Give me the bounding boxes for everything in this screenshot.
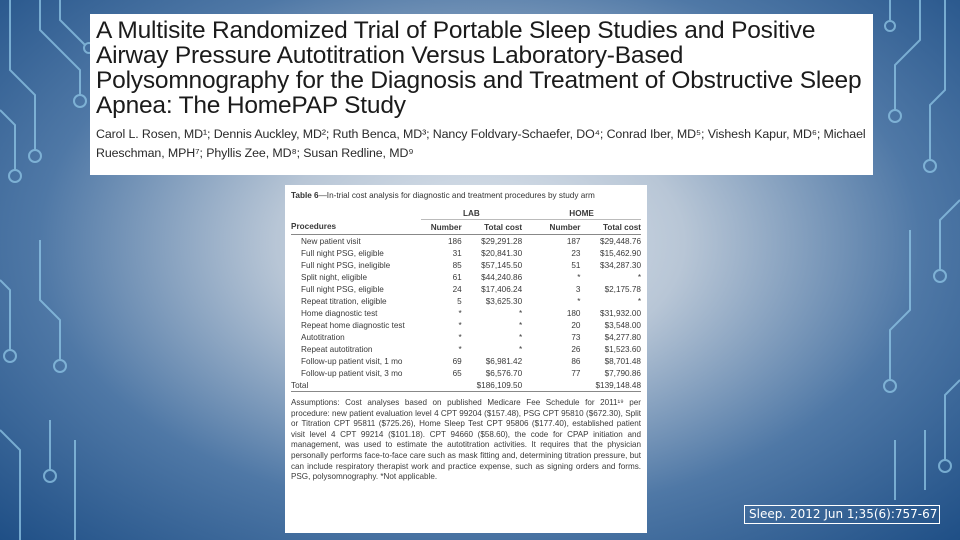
value-cell: 31: [452, 248, 462, 258]
procedure-cell: Full night PSG, eligible: [301, 284, 384, 294]
value-cell: 51: [571, 260, 581, 270]
value-cell: $7,790.86: [604, 368, 641, 378]
value-cell: $17,406.24: [481, 284, 523, 294]
value-cell: 180: [566, 308, 581, 318]
value-cell: *: [518, 344, 523, 354]
value-cell: 24: [452, 284, 462, 294]
procedure-cell: Follow-up patient visit, 3 mo: [301, 368, 403, 378]
value-cell: $4,277.80: [604, 332, 641, 342]
value-cell: $3,548.00: [604, 320, 641, 330]
value-cell: 187: [566, 236, 581, 246]
col-procedures: Procedures: [291, 220, 421, 235]
value-cell: $6,576.70: [485, 368, 523, 378]
procedure-cell: Autotitration: [301, 332, 345, 342]
value-cell: 86: [571, 356, 581, 366]
procedure-cell: Repeat titration, eligible: [301, 296, 387, 306]
procedure-cell: Repeat home diagnostic test: [301, 320, 405, 330]
value-cell: $139,148.48: [580, 379, 641, 392]
table-row: [291, 355, 641, 367]
table-row: [291, 271, 641, 283]
table-row: [291, 283, 641, 295]
value-cell: $31,932.00: [600, 308, 641, 318]
value-cell: 85: [452, 260, 462, 270]
table-row: [291, 259, 641, 271]
table-caption-text: —In-trial cost analysis for diagnostic and treatment procedures by study arm: [318, 191, 595, 200]
value-cell: 3: [575, 284, 581, 294]
procedure-cell: New patient visit: [301, 236, 361, 246]
group-lab: LAB: [421, 207, 523, 220]
value-cell: *: [458, 332, 462, 342]
col-lab-cost: Total cost: [462, 220, 522, 235]
value-cell: $186,109.50: [462, 379, 522, 392]
col-lab-number: Number: [421, 220, 462, 235]
value-cell: 73: [571, 332, 581, 342]
value-cell: 69: [452, 356, 462, 366]
value-cell: $15,462.90: [600, 248, 641, 258]
table-row: [291, 319, 641, 331]
value-cell: $34,287.30: [600, 260, 641, 270]
value-cell: $8,701.48: [604, 356, 641, 366]
value-cell: *: [518, 308, 523, 318]
col-home-cost: Total cost: [580, 220, 641, 235]
value-cell: *: [518, 320, 523, 330]
table-caption: [291, 191, 641, 200]
value-cell: $29,448.76: [600, 236, 641, 246]
cost-table-panel: [285, 185, 647, 533]
cost-table: [291, 207, 641, 392]
citation-box: Sleep. 2012 Jun 1;35(6):757-67: [744, 505, 940, 524]
value-cell: *: [518, 332, 523, 342]
procedure-cell: Total: [291, 379, 421, 392]
value-cell: *: [458, 344, 462, 354]
procedure-cell: Repeat autotitration: [301, 344, 373, 354]
table-row: [291, 379, 641, 392]
table-row: [291, 235, 641, 248]
value-cell: *: [637, 296, 641, 306]
value-cell: 77: [571, 368, 581, 378]
value-cell: 5: [457, 296, 462, 306]
table-group-header: [291, 207, 641, 220]
group-home: HOME: [522, 207, 641, 220]
value-cell: *: [637, 272, 641, 282]
table-column-header: [291, 220, 641, 235]
table-row: [291, 343, 641, 355]
table-row: [291, 295, 641, 307]
table-row: [291, 367, 641, 379]
value-cell: 65: [452, 368, 462, 378]
value-cell: 20: [571, 320, 581, 330]
table-row: [291, 331, 641, 343]
value-cell: $6,981.42: [485, 356, 523, 366]
assumptions-note: Assumptions: Cost analyses based on published Medicare Fee Schedule for 2011¹⁹ per procedure: new patient evaluation level 4 CPT 99204 ($157.48), PSG CPT 95810 ($672.30), Split or Titration CPT 95811 ($725.26), Home Sleep Test CPT 95806 ($177.40), established patient visit level 4 CPT 99214 ($101.18). CPT 94660 ($58.60), the code for CPAP initiation and management, was used to estimate the autotitration activities. It requires that the physician personally performs face-to-face care such as mask fitting and, determining titration pressure, but can include respiratory therapist work and practice expense, such as signing orders and forms. PSG, polysomnography. *Not applicable.: [291, 398, 641, 482]
value-cell: [522, 379, 580, 392]
col-home-number: Number: [522, 220, 580, 235]
paper-title: A Multisite Randomized Trial of Portable Sleep Studies and Positive Airway Pressure Autotitration Versus Laboratory-Based Polysomnography for the Diagnosis and Treatment of Obstructive Sleep Apnea: The HomePAP Study: [96, 17, 862, 119]
procedure-cell: Full night PSG, ineligible: [301, 260, 391, 270]
value-cell: 26: [571, 344, 581, 354]
value-cell: $57,145.50: [481, 260, 523, 270]
value-cell: *: [458, 308, 462, 318]
value-cell: $20,841.30: [481, 248, 523, 258]
value-cell: *: [458, 320, 462, 330]
value-cell: [421, 379, 462, 392]
value-cell: *: [577, 272, 581, 282]
procedure-cell: Full night PSG, eligible: [301, 248, 384, 258]
value-cell: $2,175.78: [604, 284, 641, 294]
value-cell: $1,523.60: [604, 344, 641, 354]
procedure-cell: Split night, eligible: [301, 272, 367, 282]
title-panel: [90, 14, 873, 175]
table-row: [291, 307, 641, 319]
value-cell: $29,291.28: [481, 236, 523, 246]
procedure-cell: Follow-up patient visit, 1 mo: [301, 356, 403, 366]
author-list: Carol L. Rosen, MD¹; Dennis Auckley, MD²; Ruth Benca, MD³; Nancy Foldvary-Schaefer, DO⁴; Conrad Iber, MD⁵; Vishesh Kapur, MD⁶; Michael Rueschman, MPH⁷; Phyllis Zee, MD⁸; Susan Redline, MD⁹: [96, 127, 866, 160]
table-body: [291, 235, 641, 392]
value-cell: *: [577, 296, 581, 306]
table-caption-number: Table 6: [291, 191, 319, 200]
value-cell: 186: [448, 236, 462, 246]
procedure-cell: Home diagnostic test: [301, 308, 378, 318]
value-cell: 61: [452, 272, 462, 282]
value-cell: $3,625.30: [485, 296, 523, 306]
value-cell: $44,240.86: [481, 272, 523, 282]
value-cell: 23: [571, 248, 581, 258]
table-row: [291, 247, 641, 259]
